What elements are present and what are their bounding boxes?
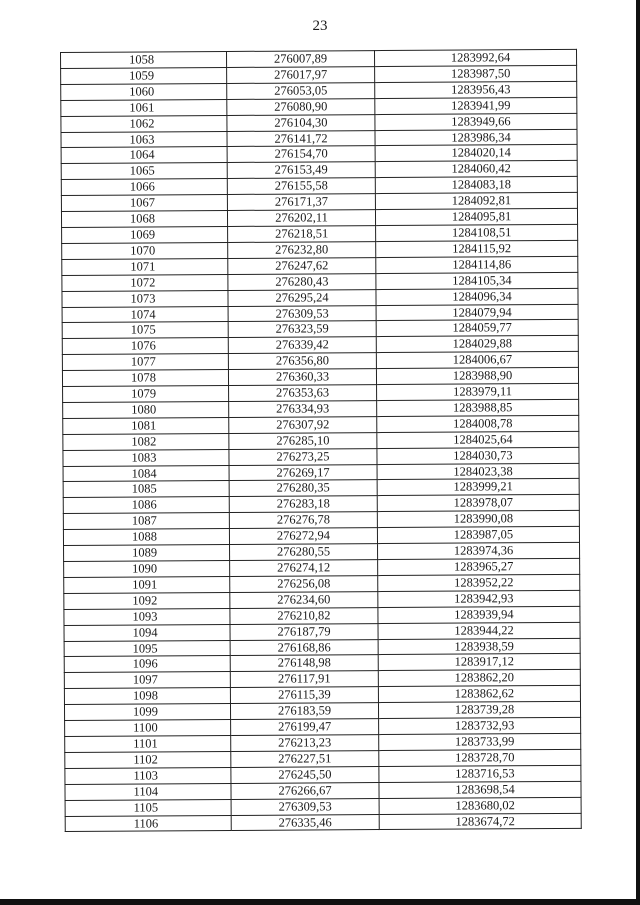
y-coordinate-cell: 1283739,28 bbox=[378, 701, 580, 718]
y-coordinate-cell: 1284083,18 bbox=[375, 177, 577, 194]
y-coordinate-cell: 1283952,22 bbox=[378, 574, 580, 591]
scan-bottom-edge bbox=[0, 899, 640, 905]
point-number-cell: 1072 bbox=[62, 274, 228, 291]
y-coordinate-cell: 1283992,64 bbox=[374, 49, 576, 66]
coordinates-table-container bbox=[60, 52, 576, 832]
point-number-cell: 1099 bbox=[64, 704, 230, 721]
point-number-cell: 1070 bbox=[62, 242, 228, 259]
x-coordinate-cell: 276360,33 bbox=[228, 369, 376, 386]
x-coordinate-cell: 276104,30 bbox=[227, 114, 375, 131]
point-number-cell: 1102 bbox=[65, 751, 231, 768]
y-coordinate-cell: 1283732,93 bbox=[379, 717, 581, 734]
x-coordinate-cell: 276171,37 bbox=[227, 194, 375, 211]
point-number-cell: 1100 bbox=[65, 720, 231, 737]
y-coordinate-cell: 1284025,64 bbox=[377, 431, 579, 448]
x-coordinate-cell: 276007,89 bbox=[226, 51, 374, 68]
y-coordinate-cell: 1283938,59 bbox=[378, 638, 580, 655]
y-coordinate-cell: 1283733,99 bbox=[379, 733, 581, 750]
y-coordinate-cell: 1283941,99 bbox=[375, 97, 577, 114]
y-coordinate-cell: 1283917,12 bbox=[378, 654, 580, 671]
point-number-cell: 1094 bbox=[64, 624, 230, 641]
x-coordinate-cell: 276285,10 bbox=[229, 432, 377, 449]
point-number-cell: 1106 bbox=[65, 815, 231, 832]
y-coordinate-cell: 1283999,21 bbox=[377, 479, 579, 496]
point-number-cell: 1083 bbox=[63, 449, 229, 466]
point-number-cell: 1085 bbox=[63, 481, 229, 498]
point-number-cell: 1101 bbox=[65, 735, 231, 752]
y-coordinate-cell: 1283728,70 bbox=[379, 749, 581, 766]
y-coordinate-cell: 1284060,42 bbox=[375, 161, 577, 178]
x-coordinate-cell: 276280,43 bbox=[228, 273, 376, 290]
y-coordinate-cell: 1284020,14 bbox=[375, 145, 577, 162]
x-coordinate-cell: 276276,78 bbox=[229, 512, 377, 529]
y-coordinate-cell: 1283939,94 bbox=[378, 606, 580, 623]
point-number-cell: 1086 bbox=[63, 497, 229, 514]
point-number-cell: 1069 bbox=[62, 226, 228, 243]
y-coordinate-cell: 1283974,36 bbox=[378, 542, 580, 559]
point-number-cell: 1059 bbox=[61, 67, 227, 84]
y-coordinate-cell: 1283698,54 bbox=[379, 781, 581, 798]
y-coordinate-cell: 1283944,22 bbox=[378, 622, 580, 639]
point-number-cell: 1092 bbox=[64, 592, 230, 609]
point-number-cell: 1071 bbox=[62, 258, 228, 275]
point-number-cell: 1066 bbox=[61, 179, 227, 196]
x-coordinate-cell: 276117,91 bbox=[230, 671, 378, 688]
point-number-cell: 1060 bbox=[61, 83, 227, 100]
y-coordinate-cell: 1283862,62 bbox=[378, 686, 580, 703]
x-coordinate-cell: 276115,39 bbox=[230, 687, 378, 704]
y-coordinate-cell: 1283979,11 bbox=[377, 383, 579, 400]
x-coordinate-cell: 276269,17 bbox=[229, 464, 377, 481]
point-number-cell: 1077 bbox=[62, 354, 228, 371]
x-coordinate-cell: 276148,98 bbox=[230, 655, 378, 672]
y-coordinate-cell: 1283988,90 bbox=[376, 367, 578, 384]
point-number-cell: 1089 bbox=[64, 545, 230, 562]
y-coordinate-cell: 1283988,85 bbox=[377, 399, 579, 416]
point-number-cell: 1103 bbox=[65, 767, 231, 784]
point-number-cell: 1095 bbox=[64, 640, 230, 657]
y-coordinate-cell: 1283716,53 bbox=[379, 765, 581, 782]
x-coordinate-cell: 276245,50 bbox=[231, 766, 379, 783]
point-number-cell: 1087 bbox=[63, 513, 229, 530]
point-number-cell: 1062 bbox=[61, 115, 227, 132]
x-coordinate-cell: 276218,51 bbox=[228, 226, 376, 243]
point-number-cell: 1075 bbox=[62, 322, 228, 339]
x-coordinate-cell: 276353,63 bbox=[229, 385, 377, 402]
point-number-cell: 1068 bbox=[61, 211, 227, 228]
x-coordinate-cell: 276274,12 bbox=[230, 560, 378, 577]
x-coordinate-cell: 276247,62 bbox=[228, 257, 376, 274]
point-number-cell: 1067 bbox=[61, 195, 227, 212]
point-number-cell: 1082 bbox=[63, 433, 229, 450]
point-number-cell: 1088 bbox=[63, 529, 229, 546]
x-coordinate-cell: 276017,97 bbox=[227, 66, 375, 83]
point-number-cell: 1084 bbox=[63, 465, 229, 482]
x-coordinate-cell: 276334,93 bbox=[229, 401, 377, 418]
x-coordinate-cell: 276273,25 bbox=[229, 448, 377, 465]
x-coordinate-cell: 276154,70 bbox=[227, 146, 375, 163]
y-coordinate-cell: 1283986,34 bbox=[375, 129, 577, 146]
x-coordinate-cell: 276213,23 bbox=[231, 735, 379, 752]
y-coordinate-cell: 1283862,20 bbox=[378, 670, 580, 687]
scan-right-edge bbox=[636, 0, 640, 905]
point-number-cell: 1058 bbox=[61, 51, 227, 68]
y-coordinate-cell: 1284079,94 bbox=[376, 304, 578, 321]
page-number: 23 bbox=[312, 18, 328, 34]
x-coordinate-cell: 276335,46 bbox=[231, 814, 379, 831]
y-coordinate-cell: 1284115,92 bbox=[376, 240, 578, 257]
point-number-cell: 1076 bbox=[62, 338, 228, 355]
x-coordinate-cell: 276283,18 bbox=[229, 496, 377, 513]
y-coordinate-cell: 1283987,50 bbox=[375, 65, 577, 82]
y-coordinate-cell: 1283942,93 bbox=[378, 590, 580, 607]
point-number-cell: 1078 bbox=[62, 370, 228, 387]
y-coordinate-cell: 1283956,43 bbox=[375, 81, 577, 98]
x-coordinate-cell: 276202,11 bbox=[227, 210, 375, 227]
x-coordinate-cell: 276053,05 bbox=[227, 82, 375, 99]
x-coordinate-cell: 276232,80 bbox=[228, 241, 376, 258]
x-coordinate-cell: 276323,59 bbox=[228, 321, 376, 338]
point-number-cell: 1080 bbox=[63, 401, 229, 418]
x-coordinate-cell: 276307,92 bbox=[229, 416, 377, 433]
point-number-cell: 1081 bbox=[63, 417, 229, 434]
point-number-cell: 1104 bbox=[65, 783, 231, 800]
x-coordinate-cell: 276280,55 bbox=[230, 544, 378, 561]
x-coordinate-cell: 276227,51 bbox=[231, 750, 379, 767]
x-coordinate-cell: 276234,60 bbox=[230, 591, 378, 608]
point-number-cell: 1105 bbox=[65, 799, 231, 816]
y-coordinate-cell: 1283987,05 bbox=[377, 527, 579, 544]
x-coordinate-cell: 276080,90 bbox=[227, 98, 375, 115]
point-number-cell: 1074 bbox=[62, 306, 228, 323]
x-coordinate-cell: 276309,53 bbox=[228, 305, 376, 322]
point-number-cell: 1073 bbox=[62, 290, 228, 307]
x-coordinate-cell: 276187,79 bbox=[230, 623, 378, 640]
y-coordinate-cell: 1284023,38 bbox=[377, 463, 579, 480]
y-coordinate-cell: 1284006,67 bbox=[376, 352, 578, 369]
x-coordinate-cell: 276272,94 bbox=[229, 528, 377, 545]
y-coordinate-cell: 1284030,73 bbox=[377, 447, 579, 464]
point-number-cell: 1063 bbox=[61, 131, 227, 148]
y-coordinate-cell: 1283965,27 bbox=[378, 558, 580, 575]
coordinates-table-body bbox=[61, 49, 582, 832]
table-row bbox=[65, 813, 581, 832]
point-number-cell: 1096 bbox=[64, 656, 230, 673]
y-coordinate-cell: 1284008,78 bbox=[377, 415, 579, 432]
x-coordinate-cell: 276280,35 bbox=[229, 480, 377, 497]
y-coordinate-cell: 1284105,34 bbox=[376, 272, 578, 289]
y-coordinate-cell: 1284092,81 bbox=[375, 192, 577, 209]
y-coordinate-cell: 1284108,51 bbox=[376, 224, 578, 241]
x-coordinate-cell: 276141,72 bbox=[227, 130, 375, 147]
y-coordinate-cell: 1283978,07 bbox=[377, 495, 579, 512]
y-coordinate-cell: 1284029,88 bbox=[376, 336, 578, 353]
y-coordinate-cell: 1284096,34 bbox=[376, 288, 578, 305]
x-coordinate-cell: 276153,49 bbox=[227, 162, 375, 179]
x-coordinate-cell: 276309,53 bbox=[231, 798, 379, 815]
y-coordinate-cell: 1283990,08 bbox=[377, 511, 579, 528]
x-coordinate-cell: 276339,42 bbox=[228, 337, 376, 354]
point-number-cell: 1079 bbox=[63, 386, 229, 403]
point-number-cell: 1097 bbox=[64, 672, 230, 689]
x-coordinate-cell: 276266,67 bbox=[231, 782, 379, 799]
y-coordinate-cell: 1283674,72 bbox=[379, 813, 581, 830]
y-coordinate-cell: 1284059,77 bbox=[376, 320, 578, 337]
x-coordinate-cell: 276210,82 bbox=[230, 607, 378, 624]
coordinates-table bbox=[60, 49, 582, 833]
x-coordinate-cell: 276256,08 bbox=[230, 575, 378, 592]
point-number-cell: 1064 bbox=[61, 147, 227, 164]
point-number-cell: 1091 bbox=[64, 576, 230, 593]
y-coordinate-cell: 1284114,86 bbox=[376, 256, 578, 273]
x-coordinate-cell: 276183,59 bbox=[230, 703, 378, 720]
y-coordinate-cell: 1284095,81 bbox=[375, 208, 577, 225]
x-coordinate-cell: 276356,80 bbox=[228, 353, 376, 370]
point-number-cell: 1093 bbox=[64, 608, 230, 625]
point-number-cell: 1098 bbox=[64, 688, 230, 705]
y-coordinate-cell: 1283949,66 bbox=[375, 113, 577, 130]
point-number-cell: 1065 bbox=[61, 163, 227, 180]
x-coordinate-cell: 276295,24 bbox=[228, 289, 376, 306]
y-coordinate-cell: 1283680,02 bbox=[379, 797, 581, 814]
point-number-cell: 1090 bbox=[64, 560, 230, 577]
x-coordinate-cell: 276199,47 bbox=[231, 719, 379, 736]
point-number-cell: 1061 bbox=[61, 99, 227, 116]
x-coordinate-cell: 276155,58 bbox=[227, 178, 375, 195]
x-coordinate-cell: 276168,86 bbox=[230, 639, 378, 656]
